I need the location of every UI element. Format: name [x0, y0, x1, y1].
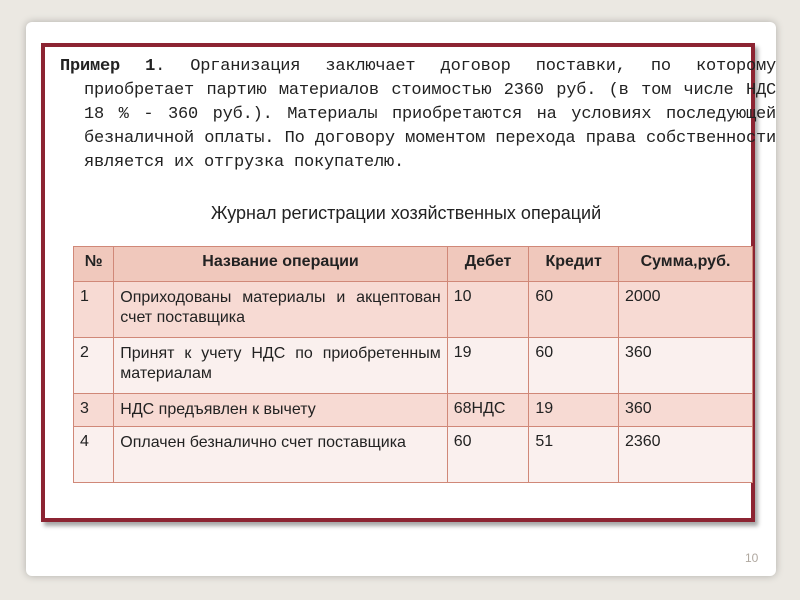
journal-title: Журнал регистрации хозяйственных операций [210, 203, 602, 223]
header-sum: Сумма,руб. [618, 247, 752, 282]
row-sum: 2360 [618, 427, 752, 483]
table-row [74, 427, 753, 483]
example-lead: Пример 1 [60, 57, 156, 76]
row-credit: 60 [529, 282, 619, 338]
row-number: 3 [74, 394, 114, 427]
row-credit: 60 [529, 338, 619, 394]
row-debit: 19 [447, 338, 529, 394]
example-paragraph [60, 55, 776, 175]
page-number: 10 [745, 551, 759, 565]
header-debit: Дебет [447, 247, 529, 282]
row-debit: 60 [447, 427, 529, 483]
table-row [74, 282, 753, 338]
row-sum: 360 [618, 338, 752, 394]
row-number: 4 [74, 427, 114, 483]
header-operation-name: Название операции [114, 247, 447, 282]
table-row [74, 338, 753, 394]
row-credit: 19 [529, 394, 619, 427]
row-sum: 2000 [618, 282, 752, 338]
row-operation-name: Принят к учету НДС по приобретенным материалам [114, 338, 447, 394]
row-sum: 360 [618, 394, 752, 427]
row-credit: 51 [529, 427, 619, 483]
operations-table [73, 246, 753, 483]
header-credit: Кредит [529, 247, 619, 282]
table-header-row [74, 247, 753, 282]
row-debit: 68НДС [447, 394, 529, 427]
row-number: 1 [74, 282, 114, 338]
row-operation-name: НДС предъявлен к вычету [114, 394, 447, 427]
row-number: 2 [74, 338, 114, 394]
row-debit: 10 [447, 282, 529, 338]
row-operation-name: Оприходованы материалы и акцептован счет поставщика [114, 282, 447, 338]
table-row [74, 394, 753, 427]
example-text: . Организация заключает договор поставки, по которому приобретает партию материалов стоимостью 2360 руб. (в том числе НДС 18 % - 360 руб.). Материалы приобретаются на условиях последующей безналичной оплаты. По договору моментом перехода права собственности является их отгрузка покупателю. [84, 57, 776, 172]
header-number: № [74, 247, 114, 282]
row-operation-name: Оплачен безналично счет поставщика [114, 427, 447, 483]
